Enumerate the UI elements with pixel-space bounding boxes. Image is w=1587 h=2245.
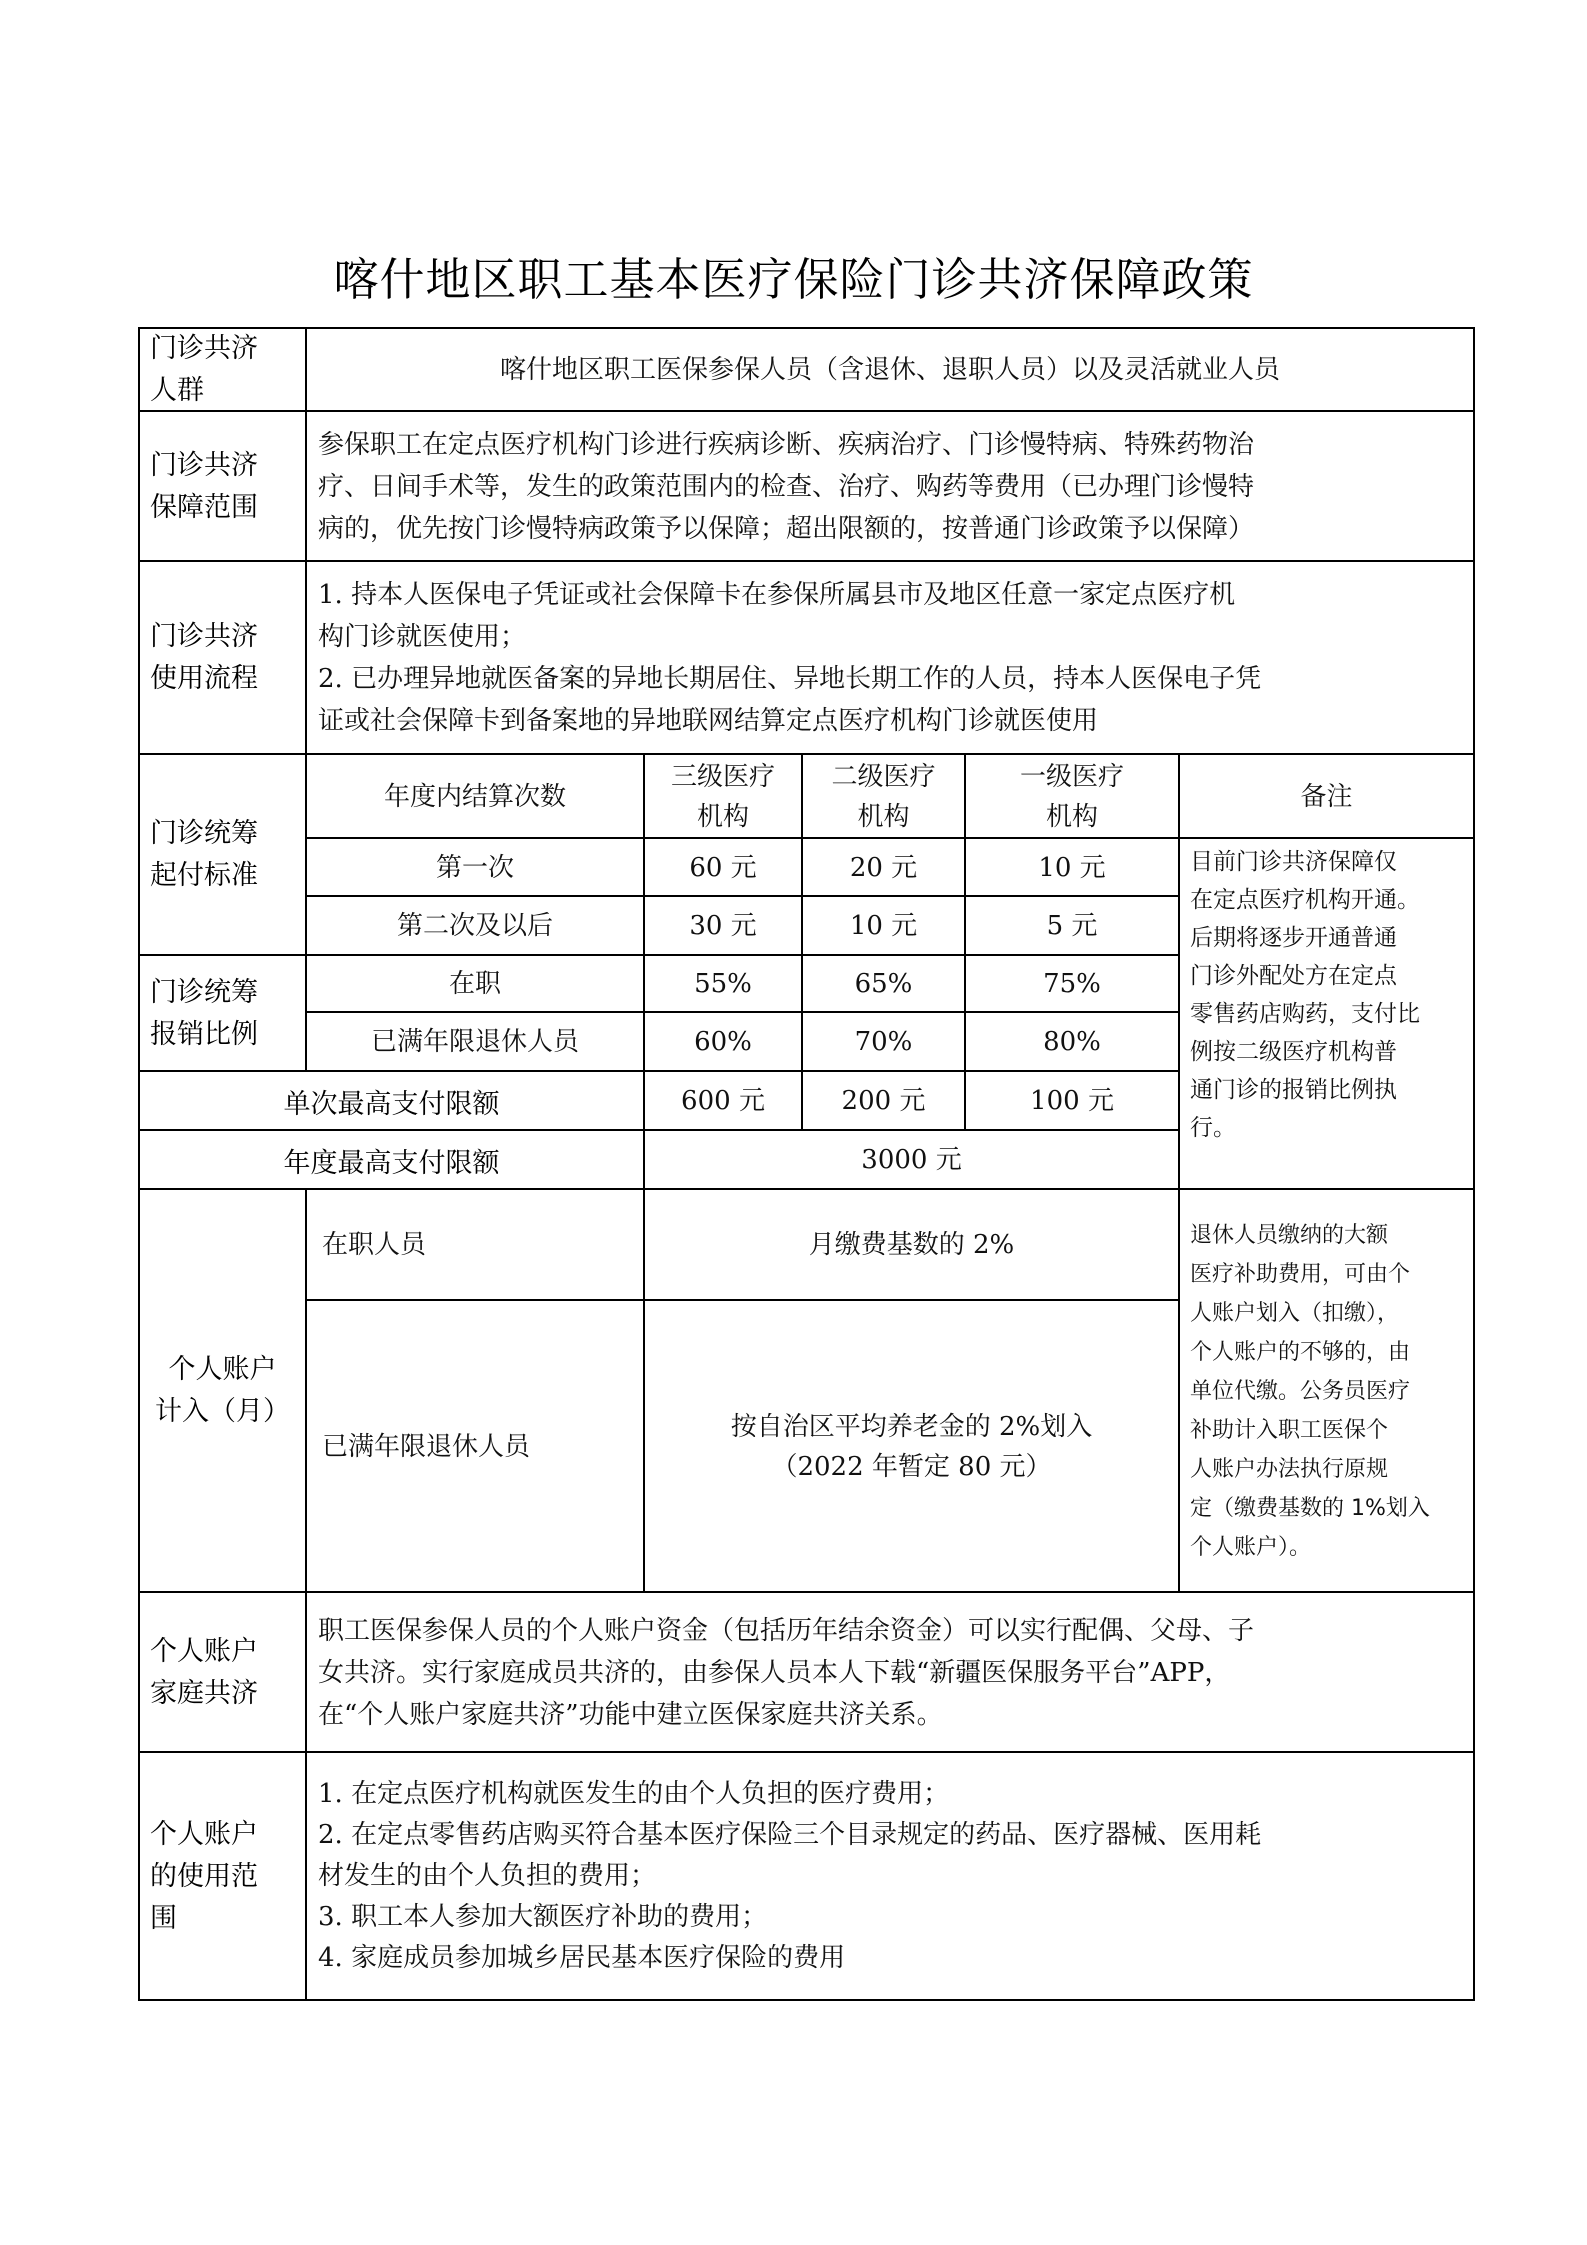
remark-line: 后期将逐步开通普通 — [1190, 925, 1397, 951]
label-usage — [150, 1753, 305, 2000]
text-line: 4. 家庭成员参加城乡居民基本医疗保险的费用 — [318, 1943, 846, 1973]
text-line: 证或社会保障卡到备案地的异地联网结算定点医疗机构门诊就医使用 — [318, 706, 1099, 736]
remark-line: 人账户办法执行原规 — [1190, 1456, 1389, 1482]
remark-line: 行。 — [1190, 1115, 1236, 1141]
annual-limit-label: 年度最高支付限额 — [283, 1147, 500, 1179]
ratio-l2: 70% — [854, 1027, 913, 1057]
header-line: 机构 — [857, 801, 910, 832]
label-line: 报销比例 — [150, 1018, 258, 1050]
usage-content — [318, 1753, 1468, 2000]
label-family — [150, 1593, 305, 1752]
text-line: 参保职工在定点医疗机构门诊进行疾病诊断、疾病治疗、门诊慢特病、特殊药物治 — [318, 429, 1255, 460]
header-level3 — [645, 755, 801, 838]
single-limit-l3: 600 元 — [681, 1086, 765, 1116]
label-line: 人群 — [150, 375, 204, 406]
remark-line: 个人账户）。 — [1190, 1534, 1312, 1560]
page-title: 喀什地区职工基本医疗保险门诊共济保障政策 — [333, 253, 1254, 306]
label-line: 的使用范 — [150, 1860, 258, 1892]
label-line: 门诊共济 — [150, 333, 258, 364]
label-ratio — [150, 956, 305, 1071]
header-line: 机构 — [1045, 801, 1098, 832]
threshold-l1: 10 元 — [1038, 852, 1106, 883]
remark-line: 医疗补助费用，可由个 — [1190, 1261, 1411, 1287]
remark-line: 目前门诊共济保障仅 — [1190, 849, 1397, 875]
label-line: 个人账户 — [150, 1635, 258, 1667]
scope-content — [318, 412, 1468, 561]
account-employed-value: 月缴费基数的 2% — [808, 1230, 1015, 1260]
annual-limit-value: 3000 元 — [861, 1145, 962, 1175]
remark-line: 例按二级医疗机构普 — [1190, 1039, 1397, 1065]
label-line: 保障范围 — [150, 491, 258, 523]
account-employed-name: 在职人员 — [322, 1230, 427, 1260]
label-crowd — [150, 329, 305, 411]
text-line: 疗、日间手术等，发生的政策范围内的检查、治疗、购药等费用（已办理门诊慢特 — [318, 471, 1255, 502]
text-line: 职工医保参保人员的个人账户资金（包括历年结余资金）可以实行配偶、父母、子 — [318, 1615, 1255, 1646]
label-line: 门诊共济 — [150, 449, 258, 481]
threshold-item-name: 第二次及以后 — [396, 911, 553, 941]
label-line: 个人账户 — [168, 1354, 277, 1385]
account-retired-value — [645, 1301, 1178, 1592]
header-line: 机构 — [696, 801, 749, 832]
value-line: 按自治区平均养老金的 2%划入 — [730, 1411, 1093, 1442]
header-line: 一级医疗 — [1019, 761, 1124, 792]
header-remark: 备注 — [1300, 781, 1353, 812]
single-limit-l2: 200 元 — [841, 1086, 926, 1116]
label-line: 围 — [150, 1902, 177, 1934]
remark-line: 在定点医疗机构开通。 — [1190, 887, 1420, 913]
header-line: 三级医疗 — [670, 761, 775, 792]
text-line: 构门诊就医使用； — [318, 622, 527, 652]
ratio-l3: 60% — [694, 1027, 752, 1057]
text-line: 材发生的由个人负担的费用； — [318, 1861, 657, 1891]
threshold-l3: 30 元 — [689, 911, 757, 941]
remark-line: 退休人员缴纳的大额 — [1190, 1222, 1389, 1248]
text-line: 1. 在定点医疗机构就医发生的由个人负担的医疗费用； — [318, 1779, 950, 1809]
text-line: 女共济。实行家庭成员共济的，由参保人员本人下载“新疆医保服务平台”APP， — [318, 1657, 1231, 1688]
header-line: 二级医疗 — [831, 761, 936, 792]
label-line: 门诊共济 — [150, 621, 258, 652]
label-line: 门诊统筹 — [150, 818, 258, 849]
text-line: 2. 已办理异地就医备案的异地长期居住、异地长期工作的人员，持本人医保电子凭 — [318, 664, 1262, 694]
table-border-right — [1473, 327, 1475, 2001]
label-scope — [150, 412, 305, 561]
label-line: 个人账户 — [150, 1818, 258, 1850]
remark-line: 定（缴费基数的 1%划入 — [1190, 1495, 1430, 1521]
remark-line: 人账户划入（扣缴）， — [1190, 1300, 1400, 1326]
single-limit-l1: 100 元 — [1030, 1086, 1114, 1116]
family-content — [318, 1593, 1468, 1752]
header-level1 — [966, 755, 1178, 838]
label-threshold — [150, 755, 305, 955]
ratio-l1: 75% — [1043, 969, 1101, 999]
process-content — [318, 562, 1468, 754]
text-line: 1. 持本人医保电子凭证或社会保障卡在参保所属县市及地区任意一家定点医疗机 — [318, 580, 1236, 610]
remark-line: 单位代缴。公务员医疗 — [1190, 1378, 1411, 1404]
col-divider — [305, 1188, 307, 2000]
ratio-l2: 65% — [854, 969, 913, 999]
remark-line: 补助计入职工医保个 — [1190, 1417, 1389, 1443]
text-line: 2. 在定点零售药店购买符合基本医疗保险三个目录规定的药品、医疗器械、医用耗 — [318, 1820, 1262, 1850]
text-line: 在“个人账户家庭共济”功能中建立医保家庭共济关系。 — [318, 1699, 943, 1730]
header-count: 年度内结算次数 — [383, 781, 566, 812]
label-account — [140, 1190, 305, 1592]
threshold-l2: 10 元 — [849, 911, 918, 941]
threshold-item-name: 第一次 — [435, 852, 514, 883]
ratio-item-name: 在职 — [448, 969, 501, 999]
text-line: 3. 职工本人参加大额医疗补助的费用； — [318, 1902, 768, 1932]
label-line: 计入（月） — [155, 1396, 290, 1427]
threshold-l1: 5 元 — [1046, 911, 1098, 941]
label-line: 起付标准 — [150, 860, 258, 891]
account-retired-name: 已满年限退休人员 — [322, 1431, 531, 1462]
remark-line: 门诊外配处方在定点 — [1190, 963, 1397, 989]
text-line: 病的，优先按门诊慢特病政策予以保障；超出限额的，按普通门诊政策予以保障） — [318, 513, 1255, 544]
ratio-l3: 55% — [694, 969, 752, 999]
remark-line: 零售药店购药，支付比 — [1190, 1001, 1420, 1027]
col-divider — [1178, 753, 1180, 1592]
label-line: 门诊统筹 — [150, 976, 258, 1008]
remark-line: 通门诊的报销比例执 — [1190, 1077, 1397, 1103]
label-line: 家庭共济 — [150, 1677, 258, 1709]
remark-account — [1190, 1190, 1473, 1592]
threshold-l3: 60 元 — [689, 852, 757, 883]
ratio-item-name: 已满年限退休人员 — [370, 1027, 579, 1057]
ratio-l1: 80% — [1043, 1027, 1101, 1057]
remark-opening — [1190, 839, 1473, 1189]
value-line: （2022 年暂定 80 元） — [771, 1451, 1052, 1482]
remark-line: 个人账户的不够的，由 — [1190, 1339, 1411, 1365]
header-level2 — [803, 755, 964, 838]
single-limit-label: 单次最高支付限额 — [283, 1088, 500, 1120]
threshold-l2: 20 元 — [849, 852, 918, 883]
crowd-content: 喀什地区职工医保参保人员（含退休、退职人员）以及灵活就业人员 — [499, 355, 1280, 385]
label-process — [150, 562, 305, 754]
label-line: 使用流程 — [150, 663, 258, 694]
